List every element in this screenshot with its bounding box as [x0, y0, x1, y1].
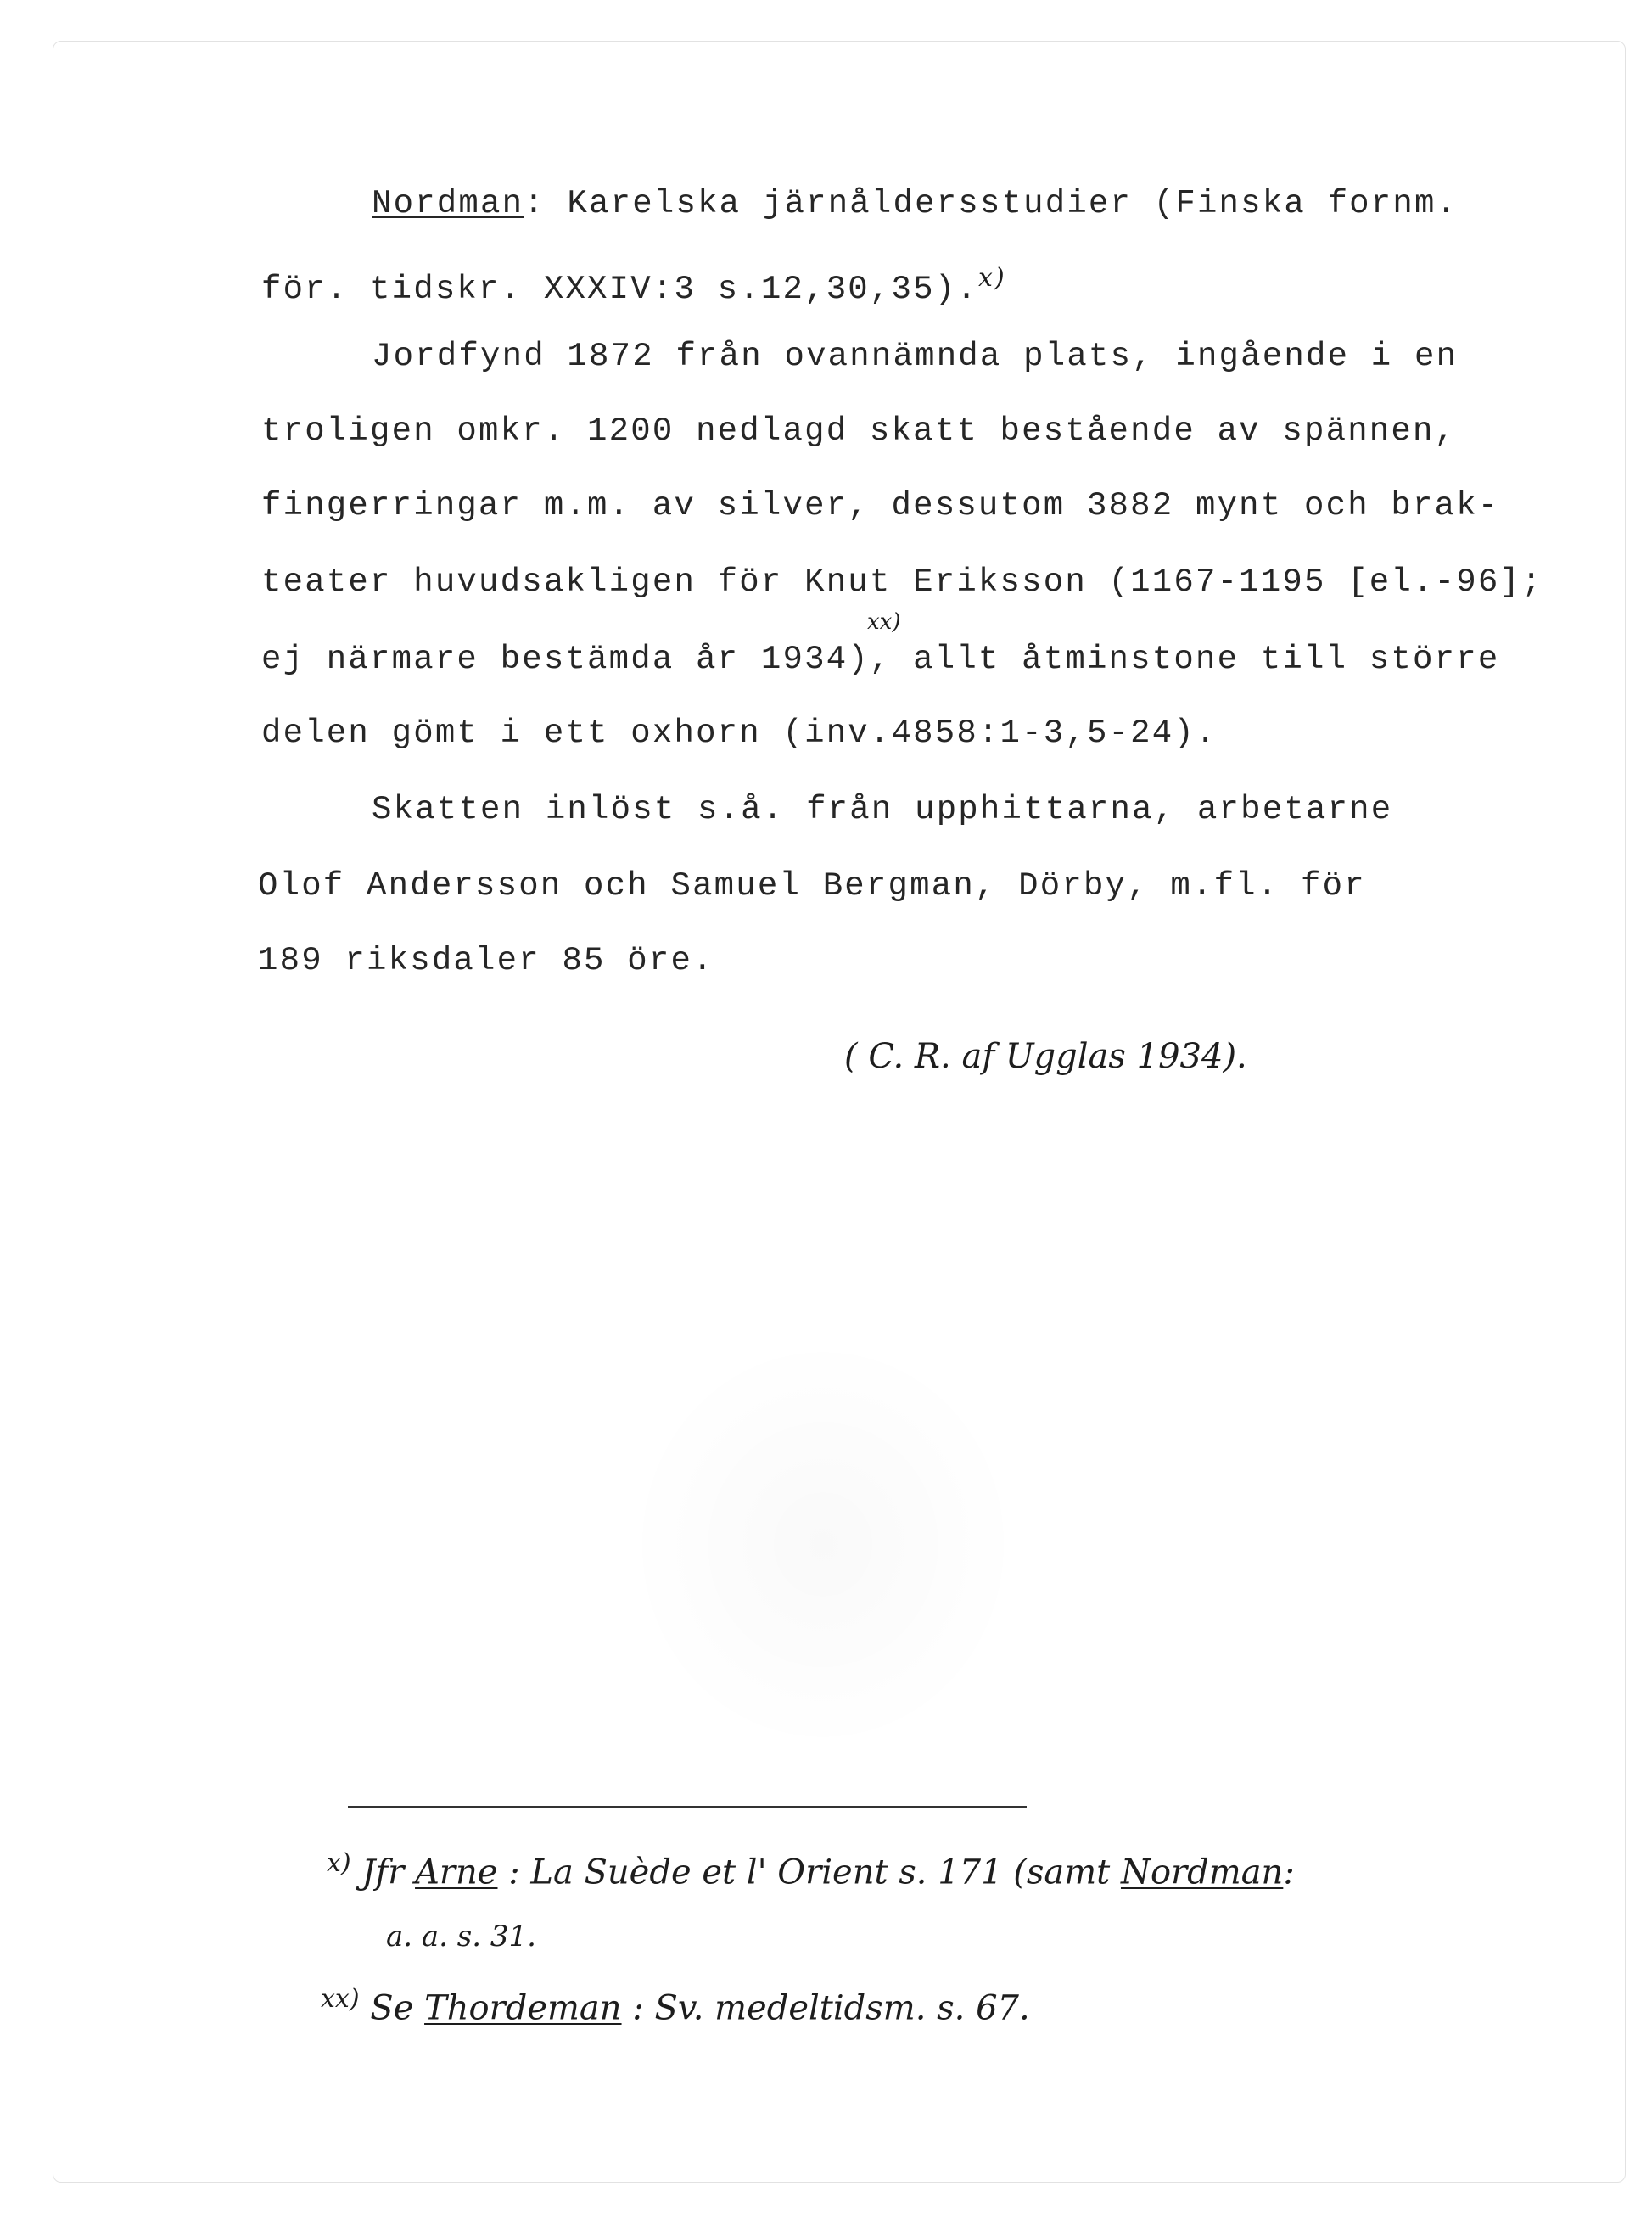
footnote-mark-2: xx) [867, 609, 901, 635]
footnote-1-mark: x) [327, 1848, 351, 1878]
footnote-2-title: : Sv. medeltidsm. s. 67. [621, 1988, 1030, 2028]
footnote-1-continued: a. a. s. 31. [386, 1920, 536, 1954]
footnote-1-colon: : [1283, 1853, 1295, 1892]
para2-line-3: 189 riksdaler 85 öre. [258, 942, 714, 979]
footnote-mark-1: x) [977, 263, 1006, 293]
footnote-2-prefix: Se [370, 1988, 425, 2028]
signature-ugglas: ( C. R. af Ugglas 1934). [844, 1037, 1247, 1076]
footnote-divider [348, 1806, 1027, 1808]
footnote-2 [321, 1984, 1030, 2027]
para1-line-3: fingerringar m.m. av silver, dessutom 3882 mynt och brak- [261, 487, 1500, 524]
reference-source: för. tidskr. XXXIV:3 s.12,30,35). [261, 271, 978, 308]
reference-line-2 [261, 263, 1006, 308]
seal-bleed-through [624, 1332, 1022, 1757]
footnote-1 [327, 1848, 1295, 1892]
para2-line-2: Olof Andersson och Samuel Bergman, Dörby, m.fl. för [258, 867, 1366, 905]
para1-line-6: delen gömt i ett oxhorn (inv.4858:1-3,5-24). [261, 715, 1218, 752]
para1-line-1: Jordfynd 1872 från ovannämnda plats, ingående i en [372, 338, 1459, 375]
para2-line-1: Skatten inlöst s.å. från upphittarna, arbetarne [372, 791, 1393, 828]
para1-line-5: ej närmare bestämda år 1934), allt åtminstone till större [261, 641, 1500, 678]
footnote-2-mark: xx) [321, 1984, 360, 2014]
footnote-1-author-arne: Arne [415, 1853, 498, 1892]
author-nordman: Nordman [372, 185, 524, 222]
reference-title: : Karelska järnåldersstudier (Finska fornm. [524, 185, 1459, 222]
para1-line-4: teater huvudsakligen för Knut Eriksson (1167-1195 [el.-96]; [261, 563, 1543, 601]
footnote-2-author-thordeman: Thordeman [424, 1988, 622, 2028]
footnote-1-title: : La Suède et l' Orient s. 171 (samt [497, 1853, 1121, 1892]
footnote-1-prefix: Jfr [361, 1853, 416, 1892]
reference-line-1 [372, 185, 1458, 222]
footnote-1-author-nordman: Nordman [1120, 1853, 1284, 1892]
para1-line-2: troligen omkr. 1200 nedlagd skatt bestående av spännen, [261, 412, 1457, 450]
